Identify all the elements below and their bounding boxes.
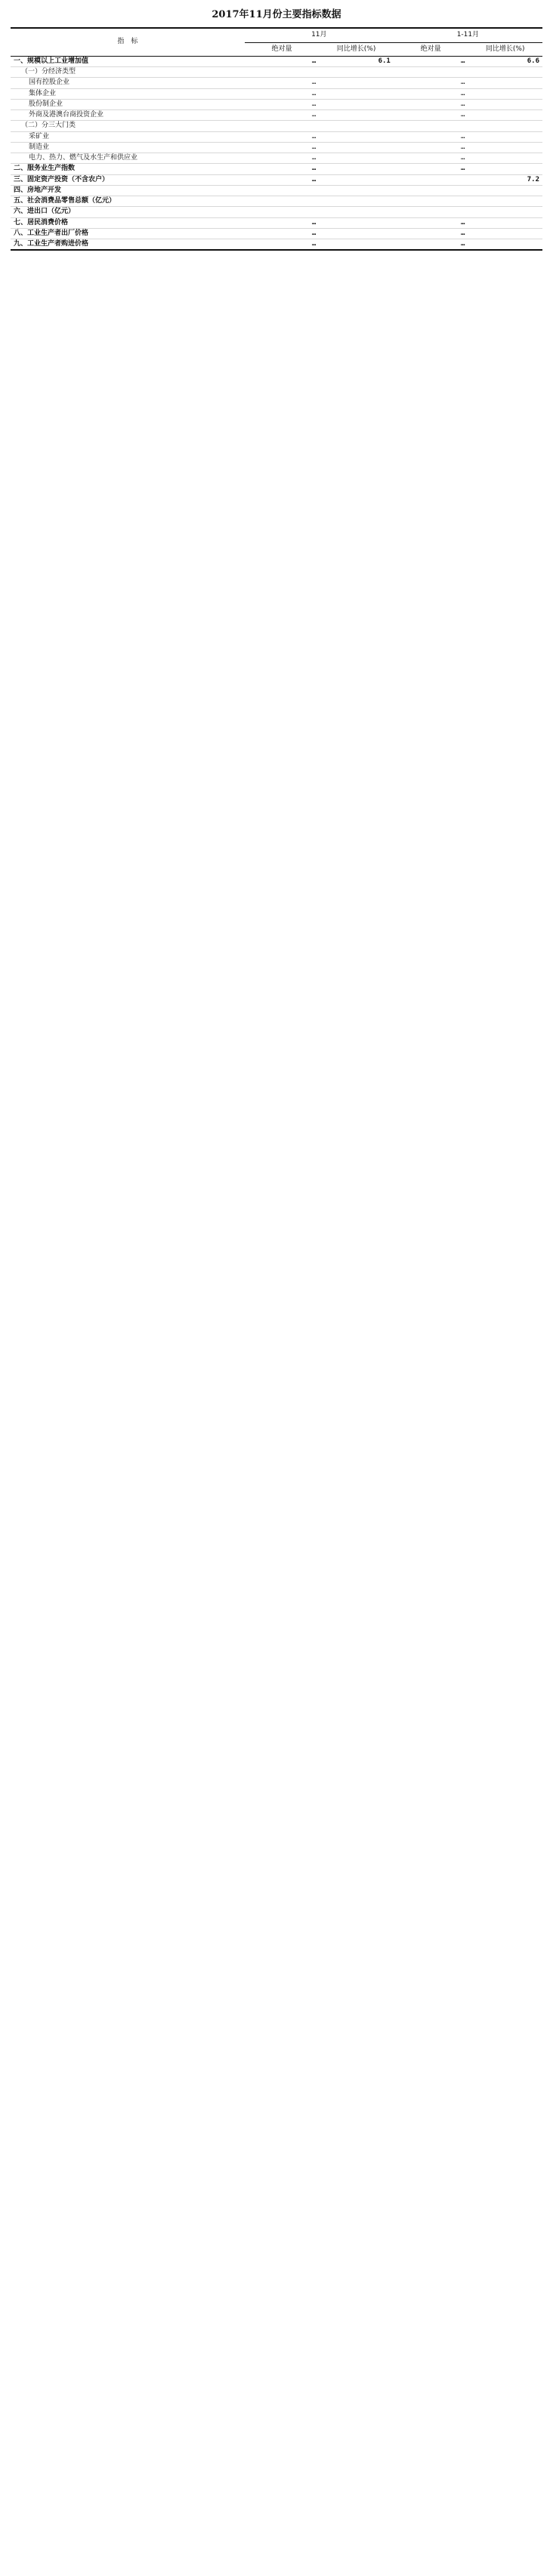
header-month-abs: 绝对量: [245, 42, 320, 56]
table-row: [11, 153, 542, 164]
table-row: [11, 131, 542, 142]
cell-month-abs: …: [245, 88, 320, 99]
cell-month-yoy: 6.1: [319, 56, 394, 66]
cell-ytd-yoy: [468, 217, 542, 228]
row-name: 六、进出口（亿元）: [11, 207, 245, 217]
row-name: 九、工业生产者购进价格: [11, 239, 245, 251]
cell-month-yoy: [319, 185, 394, 196]
cell-month-yoy: [319, 164, 394, 174]
cell-month-yoy: [319, 174, 394, 185]
table-row: [11, 88, 542, 99]
header-ytd-abs: 绝对量: [394, 42, 468, 56]
table-row: [11, 185, 542, 196]
cell-month-yoy: [319, 88, 394, 99]
cell-month-abs: [245, 185, 320, 196]
table-row: [11, 164, 542, 174]
row-name: 国有控股企业: [11, 78, 245, 88]
cell-month-yoy: [319, 239, 394, 251]
cell-month-yoy: [319, 110, 394, 121]
cell-month-abs: [245, 121, 320, 131]
cell-month-abs: …: [245, 228, 320, 239]
cell-month-abs: [245, 207, 320, 217]
cell-ytd-abs: …: [394, 217, 468, 228]
table-row: [11, 121, 542, 131]
row-name: 三、固定资产投资（不含农户）: [11, 174, 245, 185]
cell-ytd-abs: [394, 121, 468, 131]
cell-ytd-abs: …: [394, 153, 468, 164]
row-name: 外商及港澳台商投资企业: [11, 110, 245, 121]
table-row: [11, 239, 542, 251]
row-name: 一、规模以上工业增加值: [11, 56, 245, 66]
cell-month-yoy: [319, 131, 394, 142]
page-title: 2017年11月份主要指标数据: [212, 9, 341, 20]
cell-ytd-yoy: [468, 121, 542, 131]
cell-month-abs: …: [245, 142, 320, 153]
cell-ytd-yoy: [468, 131, 542, 142]
header-month-yoy: 同比增长(%): [319, 42, 394, 56]
row-name: （二）分三大门类: [11, 121, 245, 131]
cell-month-abs: …: [245, 174, 320, 185]
row-name: 制造业: [11, 142, 245, 153]
cell-ytd-yoy: [468, 153, 542, 164]
cell-ytd-abs: …: [394, 228, 468, 239]
cell-month-abs: …: [245, 131, 320, 142]
row-name: 八、工业生产者出厂价格: [11, 228, 245, 239]
table-row: [11, 142, 542, 153]
cell-ytd-yoy: 7.2: [468, 174, 542, 185]
row-name: 股份制企业: [11, 99, 245, 109]
cell-month-yoy: [319, 142, 394, 153]
cell-month-abs: [245, 67, 320, 78]
cell-ytd-yoy: [468, 67, 542, 78]
cell-month-yoy: [319, 99, 394, 109]
row-name: （一）分经济类型: [11, 67, 245, 78]
table-row: [11, 56, 542, 66]
cell-ytd-yoy: [468, 196, 542, 207]
cell-month-abs: …: [245, 110, 320, 121]
cell-month-abs: [245, 196, 320, 207]
cell-ytd-abs: …: [394, 110, 468, 121]
table-row: [11, 228, 542, 239]
cell-ytd-abs: [394, 207, 468, 217]
cell-ytd-abs: [394, 67, 468, 78]
cell-month-abs: …: [245, 153, 320, 164]
cell-ytd-yoy: [468, 185, 542, 196]
cell-ytd-abs: [394, 196, 468, 207]
cell-month-yoy: [319, 228, 394, 239]
cell-ytd-abs: …: [394, 164, 468, 174]
cell-ytd-yoy: [468, 228, 542, 239]
cell-ytd-yoy: [468, 99, 542, 109]
header-indicator: 指 标: [11, 28, 245, 56]
cell-month-abs: …: [245, 239, 320, 251]
header-month: 11月: [245, 28, 394, 42]
cell-ytd-abs: …: [394, 131, 468, 142]
table-row: [11, 207, 542, 217]
table-row: [11, 174, 542, 185]
row-name: 集体企业: [11, 88, 245, 99]
table-row: [11, 67, 542, 78]
cell-month-yoy: [319, 67, 394, 78]
cell-month-abs: …: [245, 99, 320, 109]
cell-ytd-abs: …: [394, 239, 468, 251]
cell-month-abs: …: [245, 217, 320, 228]
table-body: [11, 56, 542, 250]
row-name: 五、社会消费品零售总额（亿元）: [11, 196, 245, 207]
row-name: 七、居民消费价格: [11, 217, 245, 228]
cell-ytd-yoy: [468, 110, 542, 121]
header-ytd-yoy: 同比增长(%): [468, 42, 542, 56]
cell-ytd-yoy: [468, 78, 542, 88]
table-row: [11, 196, 542, 207]
cell-ytd-yoy: [468, 164, 542, 174]
cell-ytd-abs: …: [394, 142, 468, 153]
table-row: [11, 110, 542, 121]
cell-month-yoy: [319, 196, 394, 207]
cell-month-yoy: [319, 217, 394, 228]
row-name: 二、服务业生产指数: [11, 164, 245, 174]
row-name: 采矿业: [11, 131, 245, 142]
cell-ytd-abs: …: [394, 78, 468, 88]
cell-month-abs: …: [245, 78, 320, 88]
cell-ytd-yoy: [468, 142, 542, 153]
header-ytd: 1-11月: [394, 28, 542, 42]
cell-month-abs: …: [245, 164, 320, 174]
cell-month-yoy: [319, 153, 394, 164]
cell-ytd-abs: …: [394, 88, 468, 99]
cell-month-yoy: [319, 78, 394, 88]
row-name: 四、房地产开发: [11, 185, 245, 196]
cell-ytd-abs: …: [394, 56, 468, 66]
cell-month-yoy: [319, 207, 394, 217]
cell-ytd-abs: …: [394, 99, 468, 109]
cell-ytd-yoy: [468, 88, 542, 99]
indicator-table: [11, 27, 542, 251]
table-header: [11, 28, 542, 56]
cell-ytd-yoy: [468, 207, 542, 217]
cell-ytd-yoy: 6.6: [468, 56, 542, 66]
row-name: 电力、热力、燃气及水生产和供应业: [11, 153, 245, 164]
document: [11, 9, 542, 251]
cell-month-yoy: [319, 121, 394, 131]
cell-month-abs: …: [245, 56, 320, 66]
cell-ytd-abs: [394, 174, 468, 185]
cell-ytd-yoy: [468, 239, 542, 251]
cell-ytd-abs: [394, 185, 468, 196]
table-row: [11, 217, 542, 228]
table-row: [11, 78, 542, 88]
table-row: [11, 99, 542, 109]
